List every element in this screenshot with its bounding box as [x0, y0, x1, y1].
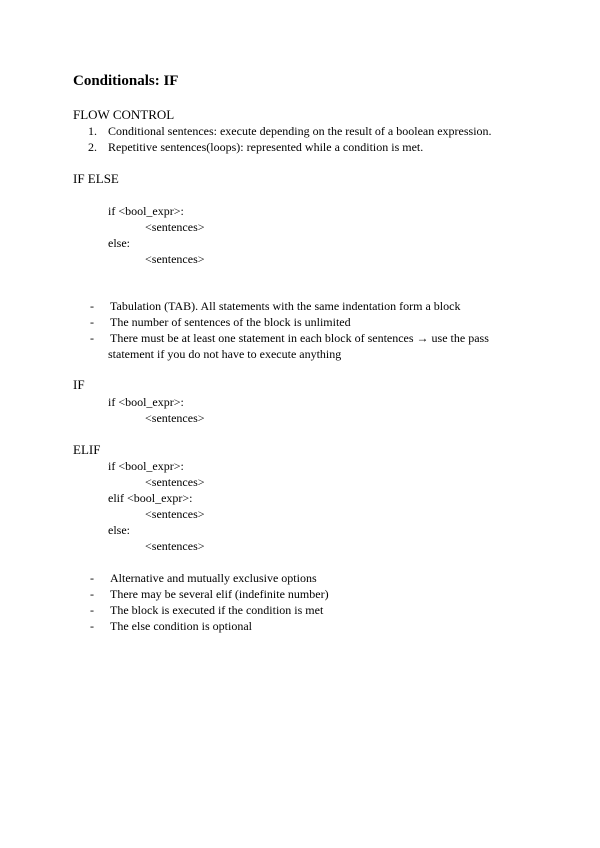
- bullet-text: The else condition is optional: [110, 619, 252, 633]
- bullet-item: [90, 298, 460, 314]
- page-title: Conditionals: IF: [73, 73, 179, 89]
- list-item-text: Repetitive sentences(loops): represented while a condition is met.: [108, 140, 424, 154]
- dash-marker: -: [90, 619, 94, 633]
- bullet-text: The block is executed if the condition is met: [110, 603, 324, 617]
- flow-control-item-2: [88, 139, 423, 155]
- dash-marker: -: [90, 315, 94, 329]
- code-line: <sentences>: [145, 539, 205, 553]
- bullet-continuation: statement if you do not have to execute anything: [108, 347, 342, 361]
- flow-control-item-1: [88, 123, 492, 139]
- bullet-text: There must be at least one statement in each block of sentences → use the pass: [110, 331, 489, 345]
- bullet-text: There may be several elif (indefinite number): [110, 587, 329, 601]
- code-line: if <bool_expr>:: [108, 459, 184, 473]
- list-number: 1.: [88, 124, 97, 138]
- bullet-item: [90, 330, 489, 346]
- code-line: <sentences>: [145, 252, 205, 266]
- dash-marker: -: [90, 587, 94, 601]
- bullet-item: [90, 618, 252, 634]
- code-line: <sentences>: [145, 475, 205, 489]
- if-else-heading: IF ELSE: [73, 171, 119, 186]
- flow-control-heading: FLOW CONTROL: [73, 107, 175, 122]
- code-line: if <bool_expr>:: [108, 395, 184, 409]
- code-line: elif <bool_expr>:: [108, 491, 193, 505]
- dash-marker: -: [90, 299, 94, 313]
- bullet-item: [90, 602, 323, 618]
- list-number: 2.: [88, 140, 97, 154]
- if-heading: IF: [73, 377, 85, 392]
- bullet-text: The number of sentences of the block is unlimited: [110, 315, 351, 329]
- bullet-text: Tabulation (TAB). All statements with the same indentation form a block: [110, 299, 461, 313]
- code-line: <sentences>: [145, 220, 205, 234]
- code-line: else:: [108, 236, 130, 250]
- code-line: if <bool_expr>:: [108, 204, 184, 218]
- code-line: else:: [108, 523, 130, 537]
- bullet-item: [90, 314, 351, 330]
- code-line: <sentences>: [145, 411, 205, 425]
- bullet-text: Alternative and mutually exclusive options: [110, 571, 317, 585]
- elif-heading: ELIF: [73, 442, 101, 457]
- bullet-item: [90, 586, 329, 602]
- code-line: <sentences>: [145, 507, 205, 521]
- bullet-item: [90, 570, 317, 586]
- dash-marker: -: [90, 603, 94, 617]
- dash-marker: -: [90, 331, 94, 345]
- dash-marker: -: [90, 571, 94, 585]
- list-item-text: Conditional sentences: execute depending on the result of a boolean expression.: [108, 124, 492, 138]
